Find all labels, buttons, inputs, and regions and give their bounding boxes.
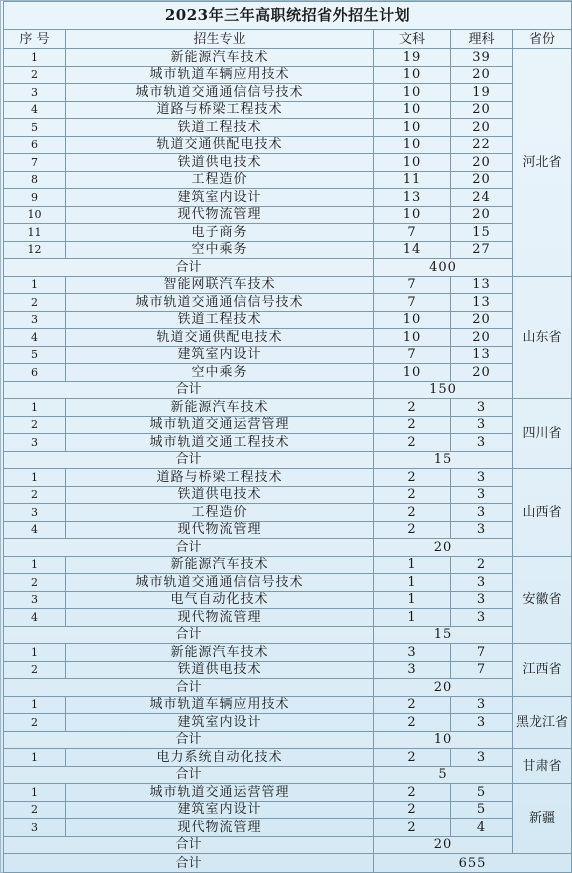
table-row [4,84,572,102]
subtotal-row [4,731,572,749]
wenke-cell: 10 [374,154,451,172]
wenke-cell: 2 [374,486,451,504]
like-cell: 13 [451,346,513,364]
seq-cell: 2 [4,574,66,592]
wenke-cell: 2 [374,714,451,732]
wenke-cell: 7 [374,346,451,364]
subtotal-value: 150 [374,381,513,399]
grand-total-label: 合计 [4,854,374,873]
table-row [4,66,572,84]
subtotal-label: 合计 [4,766,374,784]
subtotal-row [4,381,572,399]
grand-total-row [4,854,572,873]
wenke-cell: 2 [374,434,451,452]
table-row [4,574,572,592]
table-row [4,696,572,714]
seq-cell: 2 [4,661,66,679]
like-cell: 20 [451,66,513,84]
seq-cell: 2 [4,714,66,732]
like-cell: 39 [451,49,513,67]
wenke-cell: 2 [374,469,451,487]
like-cell: 3 [451,609,513,627]
table-row [4,276,572,294]
major-cell: 城市轨道车辆应用技术 [66,66,374,84]
major-cell: 城市轨道交通通信信号技术 [66,574,374,592]
table-row [4,224,572,242]
subtotal-label: 合计 [4,679,374,697]
seq-cell: 4 [4,609,66,627]
like-cell: 20 [451,364,513,382]
like-cell: 7 [451,661,513,679]
like-cell: 19 [451,84,513,102]
subtotal-row [4,766,572,784]
seq-cell: 2 [4,801,66,819]
like-cell: 13 [451,276,513,294]
table-row [4,416,572,434]
table-row [4,171,572,189]
table-row [4,346,572,364]
major-cell: 工程造价 [66,171,374,189]
major-cell: 新能源汽车技术 [66,644,374,662]
table-row [4,801,572,819]
table-row [4,661,572,679]
like-cell: 3 [451,521,513,539]
major-cell: 电子商务 [66,224,374,242]
like-cell: 7 [451,644,513,662]
seq-cell: 1 [4,696,66,714]
major-cell: 空中乘务 [66,241,374,259]
table-row [4,311,572,329]
wenke-cell: 2 [374,399,451,417]
enrollment-plan-table [3,1,572,873]
seq-cell: 1 [4,399,66,417]
major-cell: 轨道交通供配电技术 [66,136,374,154]
major-cell: 铁道供电技术 [66,661,374,679]
table-row [4,556,572,574]
subtotal-value: 10 [374,731,513,749]
major-cell: 工程造价 [66,504,374,522]
subtotal-label: 合计 [4,539,374,557]
table-row [4,591,572,609]
wenke-cell: 1 [374,574,451,592]
major-cell: 新能源汽车技术 [66,49,374,67]
like-cell: 3 [451,399,513,417]
subtotal-label: 合计 [4,259,374,277]
major-cell: 新能源汽车技术 [66,399,374,417]
seq-cell: 12 [4,241,66,259]
wenke-cell: 1 [374,609,451,627]
like-cell: 20 [451,101,513,119]
like-cell: 3 [451,749,513,767]
major-cell: 智能网联汽车技术 [66,276,374,294]
like-cell: 3 [451,486,513,504]
table-title: 2023年三年高职统招省外招生计划 [4,2,572,30]
subtotal-value: 20 [374,679,513,697]
seq-cell: 1 [4,556,66,574]
wenke-cell: 10 [374,364,451,382]
wenke-cell: 2 [374,521,451,539]
table-body [4,2,572,873]
seq-cell: 5 [4,119,66,137]
subtotal-label: 合计 [4,626,374,644]
seq-cell: 8 [4,171,66,189]
seq-cell: 6 [4,364,66,382]
major-cell: 城市轨道交通运营管理 [66,416,374,434]
major-cell: 轨道交通供配电技术 [66,329,374,347]
like-cell: 5 [451,801,513,819]
subtotal-row [4,259,572,277]
like-cell: 20 [451,171,513,189]
title-row [4,2,572,30]
major-cell: 道路与桥梁工程技术 [66,101,374,119]
major-cell: 铁道供电技术 [66,486,374,504]
province-cell: 山西省 [513,469,572,557]
table-row [4,189,572,207]
wenke-cell: 7 [374,276,451,294]
province-cell: 甘肃省 [513,749,572,784]
wenke-cell: 2 [374,801,451,819]
table-row [4,504,572,522]
like-cell: 24 [451,189,513,207]
wenke-cell: 10 [374,119,451,137]
table-row [4,101,572,119]
province-cell: 山东省 [513,276,572,399]
table-row [4,136,572,154]
subtotal-row [4,836,572,854]
table-row [4,49,572,67]
like-cell: 4 [451,819,513,837]
like-cell: 3 [451,591,513,609]
major-cell: 空中乘务 [66,364,374,382]
subtotal-value: 15 [374,626,513,644]
wenke-cell: 2 [374,784,451,802]
wenke-cell: 10 [374,136,451,154]
major-cell: 铁道工程技术 [66,119,374,137]
table-row [4,119,572,137]
subtotal-row [4,451,572,469]
major-cell: 建筑室内设计 [66,346,374,364]
seq-cell: 3 [4,434,66,452]
table-row [4,521,572,539]
wenke-cell: 10 [374,101,451,119]
seq-cell: 5 [4,346,66,364]
major-cell: 电气自动化技术 [66,591,374,609]
seq-cell: 11 [4,224,66,242]
table-row [4,486,572,504]
wenke-cell: 1 [374,556,451,574]
major-cell: 电力系统自动化技术 [66,749,374,767]
seq-cell: 7 [4,154,66,172]
major-cell: 现代物流管理 [66,206,374,224]
subtotal-value: 20 [374,836,513,854]
wenke-cell: 10 [374,84,451,102]
wenke-cell: 3 [374,644,451,662]
seq-cell: 1 [4,784,66,802]
major-cell: 城市轨道交通工程技术 [66,434,374,452]
major-cell: 城市轨道交通通信信号技术 [66,294,374,312]
province-cell: 江西省 [513,644,572,697]
major-cell: 新能源汽车技术 [66,556,374,574]
wenke-cell: 13 [374,189,451,207]
table-row [4,749,572,767]
subtotal-value: 15 [374,451,513,469]
seq-cell: 3 [4,819,66,837]
wenke-cell: 10 [374,66,451,84]
like-cell: 3 [451,714,513,732]
seq-cell: 4 [4,329,66,347]
major-cell: 铁道工程技术 [66,311,374,329]
subtotal-label: 合计 [4,451,374,469]
wenke-cell: 7 [374,294,451,312]
like-cell: 22 [451,136,513,154]
table-row [4,364,572,382]
seq-cell: 1 [4,644,66,662]
subtotal-row [4,679,572,697]
seq-cell: 3 [4,591,66,609]
wenke-cell: 2 [374,504,451,522]
like-cell: 15 [451,224,513,242]
table-row [4,644,572,662]
subtotal-label: 合计 [4,381,374,399]
major-cell: 城市轨道车辆应用技术 [66,696,374,714]
province-cell: 河北省 [513,49,572,277]
grand-total-value: 655 [374,854,572,873]
major-cell: 道路与桥梁工程技术 [66,469,374,487]
seq-cell: 1 [4,749,66,767]
like-cell: 3 [451,574,513,592]
header-like: 理科 [451,30,513,49]
header-wenke: 文科 [374,30,451,49]
subtotal-label: 合计 [4,836,374,854]
table-row [4,329,572,347]
subtotal-value: 5 [374,766,513,784]
header-row [4,30,572,49]
header-province: 省份 [513,30,572,49]
like-cell: 5 [451,784,513,802]
major-cell: 现代物流管理 [66,819,374,837]
wenke-cell: 3 [374,661,451,679]
province-cell: 新疆 [513,784,572,854]
wenke-cell: 19 [374,49,451,67]
like-cell: 3 [451,416,513,434]
seq-cell: 6 [4,136,66,154]
seq-cell: 1 [4,276,66,294]
table-row [4,154,572,172]
seq-cell: 4 [4,521,66,539]
like-cell: 20 [451,119,513,137]
table-row [4,399,572,417]
table-row [4,294,572,312]
subtotal-value: 20 [374,539,513,557]
seq-cell: 2 [4,486,66,504]
like-cell: 3 [451,696,513,714]
table-row [4,714,572,732]
seq-cell: 10 [4,206,66,224]
like-cell: 20 [451,329,513,347]
like-cell: 2 [451,556,513,574]
seq-cell: 3 [4,504,66,522]
subtotal-row [4,539,572,557]
table-row [4,819,572,837]
seq-cell: 9 [4,189,66,207]
province-cell: 安徽省 [513,556,572,644]
table-row [4,434,572,452]
wenke-cell: 10 [374,329,451,347]
table-row [4,784,572,802]
major-cell: 铁道供电技术 [66,154,374,172]
subtotal-row [4,626,572,644]
wenke-cell: 2 [374,416,451,434]
seq-cell: 2 [4,66,66,84]
like-cell: 20 [451,206,513,224]
wenke-cell: 10 [374,206,451,224]
wenke-cell: 10 [374,311,451,329]
subtotal-value: 400 [374,259,513,277]
like-cell: 3 [451,434,513,452]
seq-cell: 1 [4,469,66,487]
major-cell: 现代物流管理 [66,609,374,627]
like-cell: 27 [451,241,513,259]
header-seq: 序 号 [4,30,66,49]
seq-cell: 1 [4,49,66,67]
major-cell: 建筑室内设计 [66,189,374,207]
major-cell: 建筑室内设计 [66,801,374,819]
table-row [4,469,572,487]
like-cell: 20 [451,154,513,172]
table-row [4,609,572,627]
like-cell: 3 [451,504,513,522]
wenke-cell: 7 [374,224,451,242]
seq-cell: 3 [4,311,66,329]
table-row [4,206,572,224]
wenke-cell: 2 [374,749,451,767]
major-cell: 城市轨道交通通信信号技术 [66,84,374,102]
wenke-cell: 14 [374,241,451,259]
province-cell: 黑龙江省 [513,696,572,749]
like-cell: 3 [451,469,513,487]
major-cell: 建筑室内设计 [66,714,374,732]
header-major: 招生专业 [66,30,374,49]
wenke-cell: 1 [374,591,451,609]
major-cell: 现代物流管理 [66,521,374,539]
table-row [4,241,572,259]
major-cell: 城市轨道交通运营管理 [66,784,374,802]
like-cell: 13 [451,294,513,312]
wenke-cell: 11 [374,171,451,189]
wenke-cell: 2 [374,819,451,837]
seq-cell: 2 [4,416,66,434]
seq-cell: 4 [4,101,66,119]
seq-cell: 2 [4,294,66,312]
wenke-cell: 2 [374,696,451,714]
seq-cell: 3 [4,84,66,102]
province-cell: 四川省 [513,399,572,469]
subtotal-label: 合计 [4,731,374,749]
like-cell: 20 [451,311,513,329]
